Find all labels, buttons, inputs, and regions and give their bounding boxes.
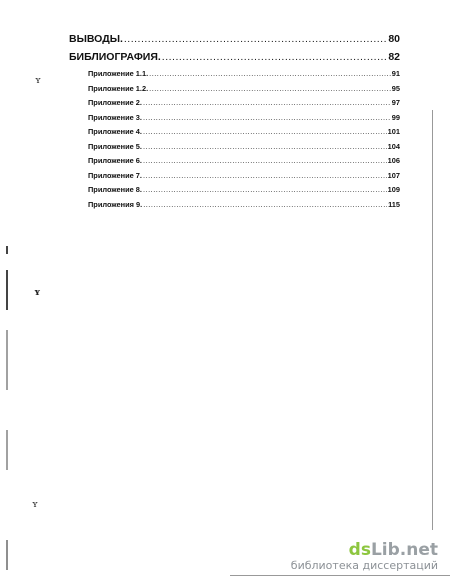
toc-entry-label: Приложение 2. xyxy=(88,98,142,107)
dot-leader xyxy=(149,69,391,78)
toc-entry-label: БИБЛИОГРАФИЯ. xyxy=(69,51,161,63)
dot-leader xyxy=(143,200,387,209)
toc-entry-label: Приложение 8. xyxy=(88,185,142,194)
watermark-logo xyxy=(291,541,438,559)
dot-leader xyxy=(143,171,387,180)
dot-leader xyxy=(149,84,391,93)
toc-page-number: 80 xyxy=(388,33,400,45)
watermark-logo-part: ds xyxy=(348,540,371,560)
toc-page-number: 95 xyxy=(391,84,400,93)
toc-page-number: 106 xyxy=(387,156,400,165)
toc-page-number: 99 xyxy=(391,113,400,122)
scan-edge-line xyxy=(6,270,8,310)
toc-entry-label: Приложение 3. xyxy=(88,113,142,122)
toc-page-number: 109 xyxy=(387,185,400,194)
watermark-subtitle: библиотека диссертаций xyxy=(290,559,438,572)
scan-edge-line xyxy=(6,330,8,390)
dot-leader xyxy=(143,156,387,165)
toc-entry-appendix xyxy=(88,142,400,151)
toc-entry-label: ВЫВОДЫ. xyxy=(69,33,123,45)
scan-edge-line xyxy=(432,110,433,530)
toc-page-number: 107 xyxy=(387,171,400,180)
scan-mark-icon: ʏ xyxy=(34,288,41,298)
toc-entry-label: Приложение 1.2. xyxy=(88,84,149,93)
dot-leader xyxy=(143,127,387,136)
toc-page-number: 101 xyxy=(387,127,400,136)
dot-leader xyxy=(143,113,391,122)
toc-entry-appendix xyxy=(88,171,400,180)
scan-mark-icon: ʏ xyxy=(32,500,38,510)
toc-entry-appendix xyxy=(88,113,400,122)
scan-edge-line xyxy=(6,246,8,254)
toc-entry-label: Приложение 7. xyxy=(88,171,142,180)
scan-mark-icon: ʏ xyxy=(35,76,41,86)
toc-entry-appendix xyxy=(88,98,400,107)
toc-page-number: 97 xyxy=(391,98,400,107)
toc-entry-appendix xyxy=(88,127,400,136)
toc-page-number: 82 xyxy=(388,51,400,63)
scan-edge-line xyxy=(230,575,450,576)
watermark-logo-part: Lib.net xyxy=(370,540,438,560)
toc-entry-bibliography xyxy=(69,51,400,63)
toc-page-number: 91 xyxy=(391,69,400,78)
toc-entry-appendix xyxy=(88,69,400,78)
dot-leader xyxy=(143,185,387,194)
scan-edge-line xyxy=(6,430,8,470)
toc-entry-label: Приложение 6. xyxy=(88,156,142,165)
dot-leader xyxy=(162,51,388,63)
toc-page-number: 115 xyxy=(388,200,400,209)
scan-edge-line xyxy=(6,540,8,570)
toc-entry-label: Приложение 5. xyxy=(88,142,142,151)
watermark xyxy=(291,541,438,572)
toc-entry-label: Приложение 1.1. xyxy=(88,69,149,78)
dot-leader xyxy=(124,33,387,45)
toc-entry-label: Приложение 4. xyxy=(88,127,142,136)
toc-entry-label: Приложения 9. xyxy=(88,200,143,209)
toc-entry-appendix xyxy=(88,156,400,165)
toc-entry-conclusions xyxy=(69,33,400,45)
toc-entry-appendix xyxy=(88,200,400,209)
dot-leader xyxy=(143,142,387,151)
toc-page-number: 104 xyxy=(387,142,400,151)
toc-entry-appendix xyxy=(88,185,400,194)
dot-leader xyxy=(143,98,391,107)
toc-entry-appendix xyxy=(88,84,400,93)
